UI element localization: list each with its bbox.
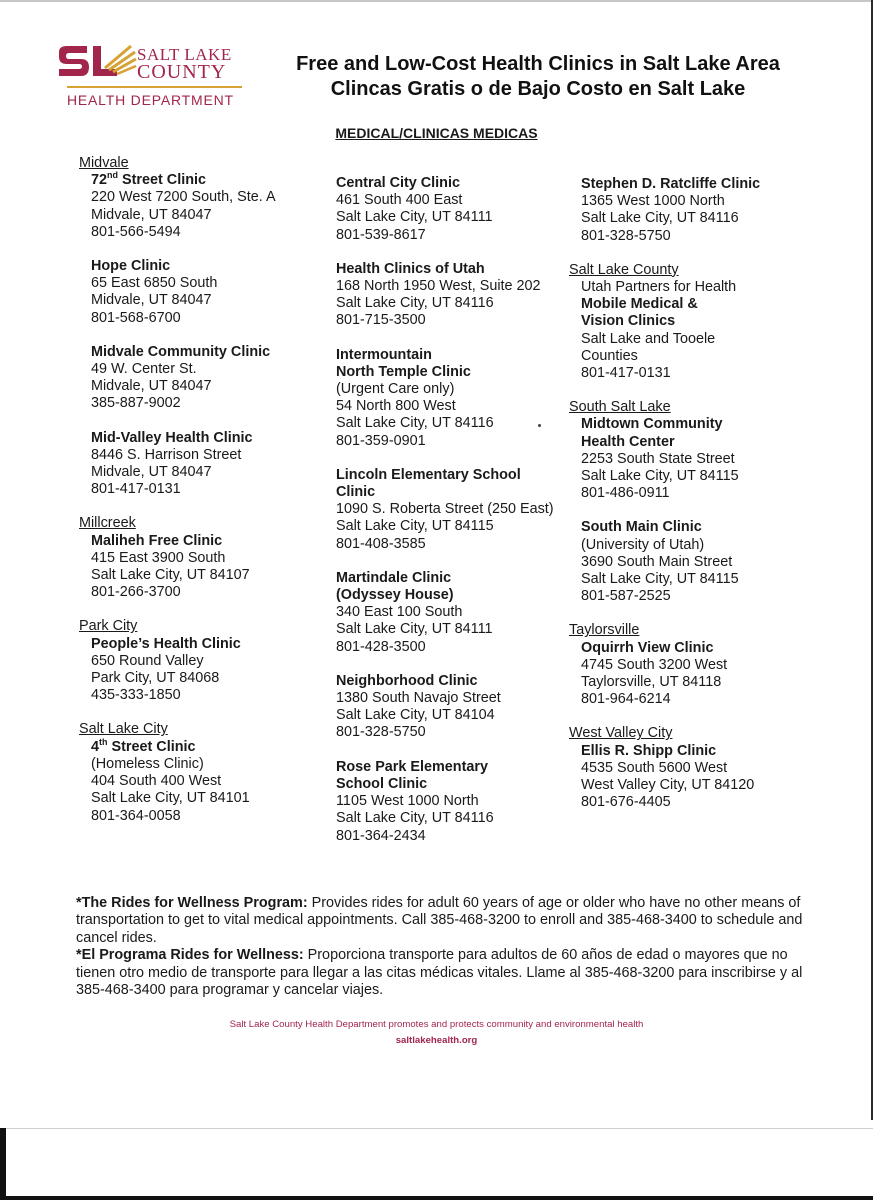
clinic-name: Mid-Valley Health Clinic [91,429,253,446]
clinic-detail-line: 1090 S. Roberta Street (250 East) [336,501,554,518]
clinic-entry [581,416,809,502]
clinic-detail-line: 801-428-3500 [336,638,426,655]
clinic-detail-line: 415 East 3900 South [91,549,226,566]
clinic-detail-line: Salt Lake City, UT 84116 [336,295,494,312]
clinic-name: Rose Park Elementary School Clinic [336,758,488,792]
clinic-detail-line: 168 North 1950 West, Suite 202 [336,278,541,295]
clinic-detail-line: 801-566-5494 [91,223,181,240]
area-group [569,399,809,605]
footnote-english-label: *The Rides for Wellness Program: [76,895,308,911]
clinic-entry [581,743,809,812]
scan-speck [538,424,541,427]
area-group [79,618,319,704]
area-heading: Salt Lake County [569,261,679,278]
clinic-entry [581,519,809,605]
clinic-name: Stephen D. Ratcliffe Clinic [581,176,761,192]
clinic-detail-line: 801-328-5750 [336,724,426,741]
clinic-entry [336,175,558,244]
area-group [336,175,558,845]
clinic-detail-line: (Homeless Clinic) [91,755,204,772]
clinic-detail-line: 801-364-2434 [336,827,426,844]
scan-bottom-left-edge [0,1128,6,1200]
clinic-detail-line: 4745 South 3200 West [581,656,728,673]
clinic-detail-line: 1105 West 1000 North [336,793,479,810]
clinic-name: Intermountain North Temple Clinic [336,346,471,380]
clinic-entry [336,261,558,330]
clinic-detail-line: Salt Lake City, UT 84104 [336,707,495,724]
clinic-detail-line: 3690 South Main Street [581,553,733,570]
clinic-name: Oquirrh View Clinic [581,639,714,656]
clinic-name: Maliheh Free Clinic [91,532,223,549]
clinic-detail-line: 49 W. Center St. [91,361,197,378]
area-heading: Midvale [79,155,129,171]
clinic-detail-line: West Valley City, UT 84120 [581,777,755,794]
clinic-detail-line: Midvale, UT 84047 [91,292,212,309]
scan-edge-top [0,0,873,2]
area-group [569,622,809,708]
clinic-entry [91,533,319,602]
clinic-entry [91,344,319,413]
clinic-column-3 [569,176,809,829]
area-group [79,721,319,824]
logo-county: COUNTY [137,61,227,83]
area-heading: Park City [79,618,138,635]
clinic-detail-line: Salt Lake City, UT 84115 [336,518,494,535]
clinic-entry [91,736,319,825]
section-heading: MEDICAL/CLINICAS MEDICAS [335,125,538,141]
clinic-entry [336,467,558,553]
clinic-detail-line: 801-417-0131 [581,365,671,382]
clinic-detail-line: (Urgent Care only) [336,381,455,398]
clinic-detail-line: 801-568-6700 [91,309,181,326]
clinic-detail-line: 4535 South 5600 West [581,759,728,776]
clinic-name-rest: Street Clinic [118,172,206,189]
clinic-name: Central City Clinic [336,175,460,191]
area-group [79,155,319,498]
area-group [569,725,809,811]
clinic-name-number: 72 [91,172,108,189]
clinic-column-1 [79,155,319,842]
title-english: Free and Low-Cost Health Clinics in Salt Lake Area [296,53,780,75]
clinic-detail-line: Salt Lake City, UT 84101 [91,790,250,807]
footnote-english [76,895,806,947]
clinic-column-2 [336,175,558,862]
clinic-detail-line: Salt Lake City, UT 84111 [336,209,493,226]
clinic-detail-line: 461 South 400 East [336,192,463,209]
clinic-detail-line: 2253 South State Street [581,450,735,467]
clinic-detail-line: Salt Lake City, UT 84115 [581,571,739,588]
clinic-detail-line: Salt Lake City, UT 84116 [336,415,494,432]
clinic-name-ordinal: nd [107,170,119,181]
clinic-name-ordinal: th [99,736,108,747]
logo-divider [67,86,242,88]
clinic-entry [336,759,558,845]
clinic-detail-line: 801-964-6214 [581,691,671,708]
page-footer [0,1018,873,1048]
county-logo [57,44,247,110]
clinic-detail-line: Salt Lake City, UT 84116 [581,210,739,227]
clinic-detail-line: Midvale, UT 84047 [91,206,212,223]
clinic-detail-line: 65 East 6850 South [91,275,218,292]
clinic-name: People’s Health Clinic [91,635,241,652]
logo-salt-lake: SALT LAKE [137,45,232,64]
clinic-name [91,736,319,756]
clinic-detail-line: Salt Lake City, UT 84115 [581,468,739,485]
clinic-detail-line: 801-328-5750 [581,227,671,244]
clinic-detail-line: 1380 South Navajo Street [336,690,501,707]
clinic-detail-line: Park City, UT 84068 [91,670,220,687]
clinic-detail-line: 801-408-3585 [336,535,426,552]
footer-website-link[interactable]: saltlakehealth.org [395,1035,478,1046]
clinic-detail-line: Midvale, UT 84047 [91,378,212,395]
clinic-detail-line: Salt Lake City, UT 84111 [336,621,493,638]
clinic-detail-line: 435-333-1850 [91,687,181,704]
clinic-detail-line: 801-715-3500 [336,312,426,329]
clinic-detail-line: (University of Utah) [581,536,705,553]
clinic-detail-line: 220 West 7200 South, Ste. A [91,189,276,206]
clinic-name: Ellis R. Shipp Clinic [581,742,717,759]
clinic-detail-line: 404 South 400 West [91,773,222,790]
clinic-detail-line: 801-676-4405 [581,794,671,811]
scan-bottom-margin [0,1128,873,1201]
clinic-name: Health Clinics of Utah [336,260,485,277]
clinic-detail-line: 8446 S. Harrison Street [91,446,242,463]
clinic-detail-line: 801-587-2525 [581,588,671,605]
clinic-detail-line: Salt Lake City, UT 84116 [336,810,494,827]
clinic-name-number: 4 [91,738,100,755]
clinic-entry [336,673,558,742]
clinic-entry [581,640,809,709]
clinic-detail-line: 340 East 100 South [336,604,463,621]
sl-monogram-icon [57,44,137,84]
footnote-spanish-text: Proporciona transporte para adultos de 60 años de edad o mayores que no tienen otro medio de transporte para llegar a las citas médicas vitales. Llame al 385-468-3200 para inscribirse y al 385-468-3400 para programar y cancelar viajes. [76,947,803,999]
area-group [569,262,809,382]
clinic-detail-line: 650 Round Valley [91,652,204,669]
clinic-detail-line: 801-266-3700 [91,584,181,601]
clinic-detail-line: Salt Lake City, UT 84107 [91,567,250,584]
clinic-entry [336,570,558,656]
clinic-detail-line: 801-359-0901 [336,432,426,449]
clinic-name [91,172,319,189]
clinic-detail-line: 54 North 800 West [336,398,456,415]
clinic-name-rest: Street Clinic [107,738,196,755]
clinic-detail-line: 385-887-9002 [91,395,181,412]
clinic-detail-line: 801-364-0058 [91,807,181,824]
clinic-entry [91,172,319,241]
clinic-name: Midtown Community Health Center [581,416,723,450]
clinic-name: Lincoln Elementary School Clinic [336,466,521,501]
clinic-name: Hope Clinic [91,258,171,275]
area-heading: West Valley City [569,725,673,742]
clinic-detail-line: Midvale, UT 84047 [91,464,212,481]
clinic-entry [91,258,319,327]
clinic-name: Midvale Community Clinic [91,343,271,360]
clinic-name: Mobile Medical & Vision Clinics [581,296,698,330]
area-heading: Millcreek [79,515,136,532]
footer-tagline: Salt Lake County Health Department promotes and protects community and environmental health [229,1019,644,1030]
area-heading: South Salt Lake [569,399,671,416]
logo-health-department: HEALTH DEPARTMENT [67,92,234,108]
area-group [79,515,319,601]
area-heading: Salt Lake City [79,721,168,738]
scan-bottom-edge [0,1196,873,1200]
clinic-detail-line: Counties [581,347,638,364]
clinic-detail-line: 801-486-0911 [581,485,670,502]
clinic-entry [91,430,319,499]
area-heading: Taylorsville [569,622,640,639]
title-spanish: Clincas Gratis o de Bajo Costo en Salt Lake [330,78,746,100]
clinic-entry [336,347,558,450]
clinic-detail-line: 1365 West 1000 North [581,193,725,210]
page-title [268,52,808,102]
clinic-provider: Utah Partners for Health [581,279,737,296]
footnote-spanish [76,947,806,999]
clinic-detail-line: Salt Lake and Tooele [581,330,716,347]
clinic-entry [581,279,809,382]
rides-for-wellness-note [76,895,806,999]
clinic-name: South Main Clinic [581,519,702,536]
clinic-entry [91,636,319,705]
clinic-entry [581,176,809,245]
area-group [569,176,809,245]
footnote-english-text: Provides rides for adult 60 years of age or older who have no other means of transportation to get to vital medical appointments. Call 385-468-3200 to enroll and 385-468-3400 to schedule and cancel rides. [76,895,803,946]
clinic-detail-line: Taylorsville, UT 84118 [581,674,722,691]
clinic-detail-line: 801-539-8617 [336,226,426,243]
clinic-name: Neighborhood Clinic [336,672,478,689]
footnote-spanish-label: *El Programa Rides for Wellness: [76,947,304,964]
clinic-detail-line: 801-417-0131 [91,481,181,498]
clinic-name: Martindale Clinic (Odyssey House) [336,569,454,604]
